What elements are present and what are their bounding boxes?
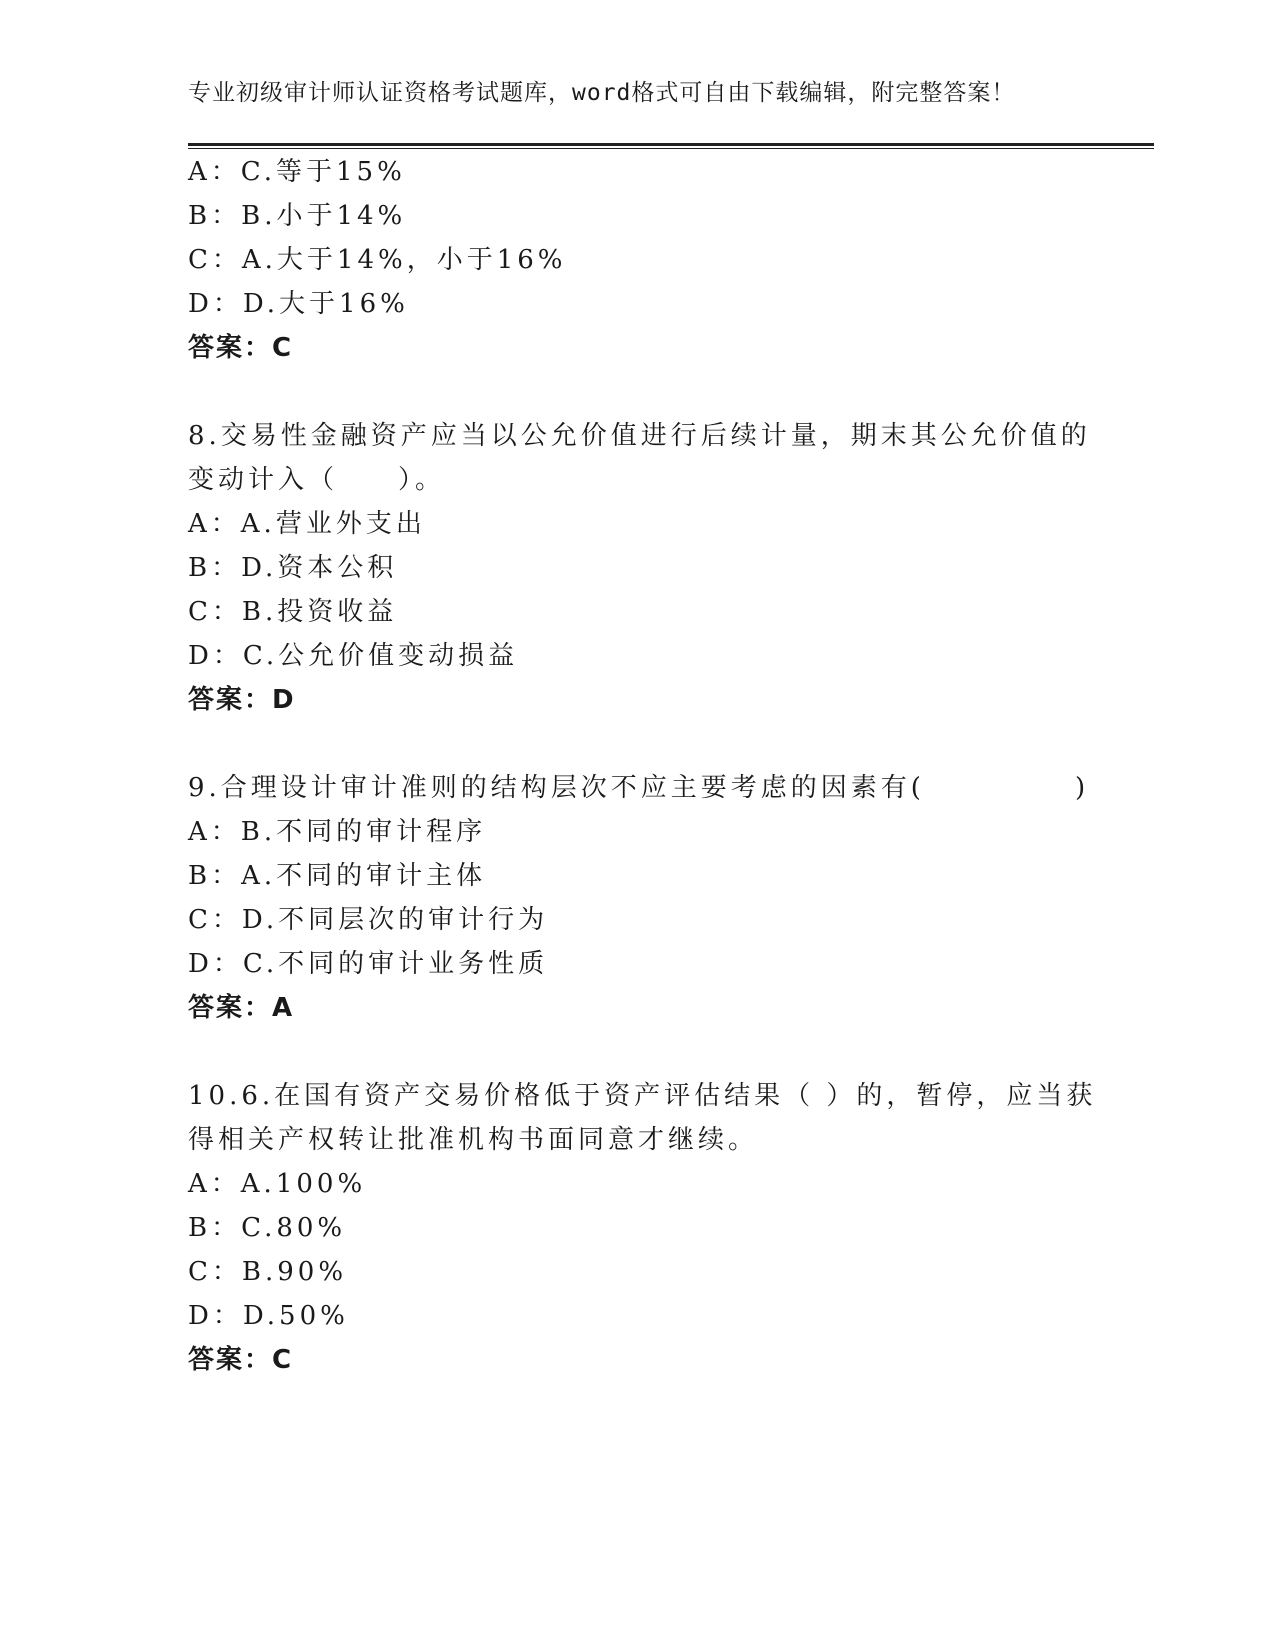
question-stem: 9.合理设计审计准则的结构层次不应主要考虑的因素有( ) — [188, 773, 1090, 803]
option-d: D：C.公允价值变动损益 — [188, 641, 519, 671]
option-d: D：D.大于16% — [188, 289, 409, 319]
header-divider — [188, 143, 1154, 149]
option-c: C：D.不同层次的审计行为 — [188, 905, 549, 935]
option-d: D：C.不同的审计业务性质 — [188, 949, 549, 979]
page-header: 专业初级审计师认证资格考试题库，word格式可自由下载编辑，附完整答案！ — [188, 80, 1016, 106]
option-b: B：D.资本公积 — [188, 553, 398, 583]
option-c: C：A.大于14%，小于16% — [188, 245, 567, 275]
answer-line: 答案：C — [188, 333, 294, 363]
option-b: B：C.80% — [188, 1213, 347, 1243]
option-c: C：B.投资收益 — [188, 597, 398, 627]
option-a: A：A.营业外支出 — [188, 509, 426, 539]
answer-line: 答案：A — [188, 993, 295, 1023]
option-c: C：B.90% — [188, 1257, 348, 1287]
option-b: B：B.小于14% — [188, 201, 407, 231]
option-a: A：A.100% — [188, 1169, 367, 1199]
option-d: D：D.50% — [188, 1301, 349, 1331]
question-stem: 10.6.在国有资产交易价格低于资产评估结果（ ）的，暂停，应当获 — [188, 1081, 1097, 1111]
question-stem: 变动计入（ ）。 — [188, 465, 446, 495]
option-a: A：C.等于15% — [188, 157, 406, 187]
option-b: B：A.不同的审计主体 — [188, 861, 487, 891]
question-stem: 得相关产权转让批准机构书面同意才继续。 — [188, 1125, 759, 1155]
answer-line: 答案：D — [188, 685, 296, 715]
question-stem: 8.交易性金融资产应当以公允价值进行后续计量，期末其公允价值的 — [188, 421, 1091, 451]
option-a: A：B.不同的审计程序 — [188, 817, 487, 847]
answer-line: 答案：C — [188, 1345, 294, 1375]
